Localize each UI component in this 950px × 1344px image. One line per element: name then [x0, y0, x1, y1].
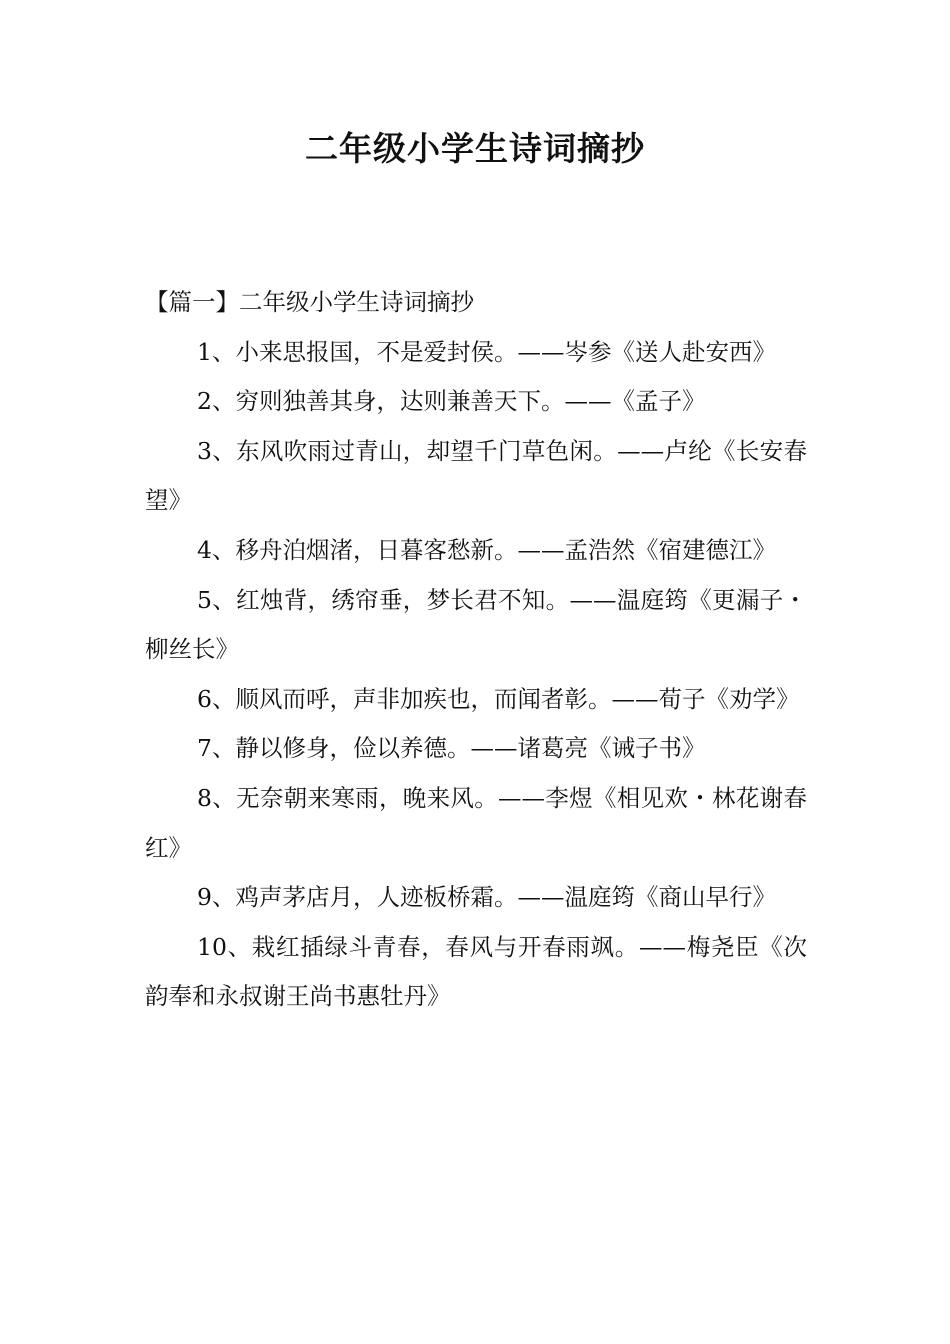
- poem-entry-8: 8、无奈朝来寒雨，晚来风。——李煜《相见欢・林花谢春红》: [145, 783, 807, 862]
- poem-entry-10: 10、栽红插绿斗青春，春风与开春雨飒。——梅尧臣《次韵奉和永叔谢王尚书惠牡丹》: [145, 932, 807, 1011]
- poem-entry-3: 3、东风吹雨过青山，却望千门草色闲。——卢纶《长安春望》: [145, 436, 807, 515]
- poem-entry-7: 7、静以修身，俭以养德。——诸葛亮《诫子书》: [197, 734, 706, 763]
- poem-entry-6: 6、顺风而呼，声非加疾也，而闻者彰。——荀子《劝学》: [197, 684, 800, 713]
- document-body: [145, 278, 807, 1022]
- section-heading: 【篇一】二年级小学生诗词摘抄: [145, 288, 474, 316]
- poem-entry-2: 2、穷则独善其身，达则兼善天下。——《孟子》: [197, 387, 706, 416]
- document-title: 二年级小学生诗词摘抄: [305, 129, 645, 168]
- poem-entry-5: 5、红烛背，绣帘垂，梦长君不知。——温庭筠《更漏子・柳丝长》: [145, 585, 807, 664]
- poem-entry-1: 1、小来思报国，不是爱封侯。——岑参《送人赴安西》: [197, 337, 776, 366]
- poem-entry-9: 9、鸡声茅店月，人迹板桥霜。——温庭筠《商山早行》: [197, 883, 776, 912]
- poem-entry-4: 4、移舟泊烟渚，日暮客愁新。——孟浩然《宿建德江》: [197, 535, 776, 564]
